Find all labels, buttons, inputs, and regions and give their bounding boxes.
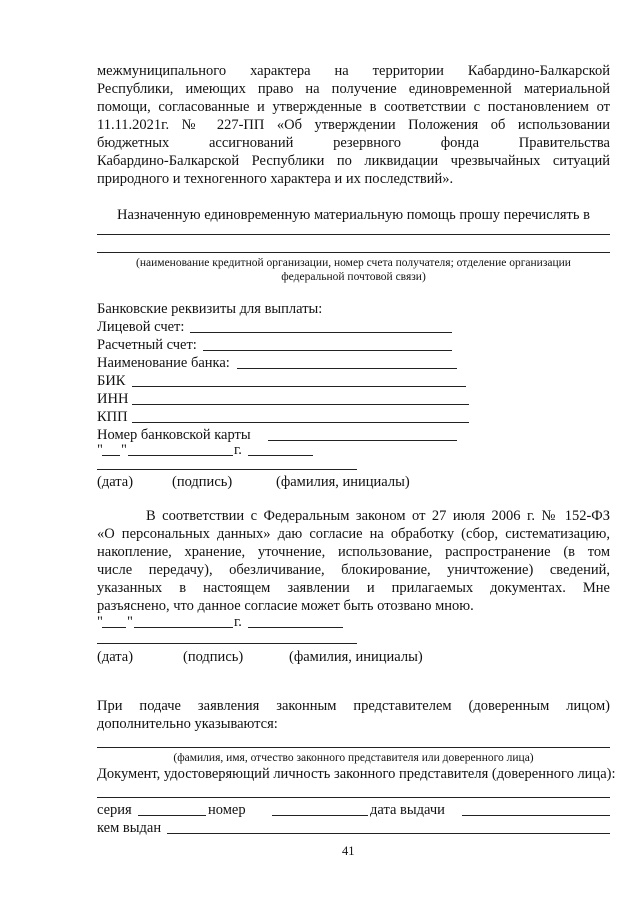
consent-line: «О персональных данных» даю согласие на обработку (сбор, систематизацию, xyxy=(97,526,610,542)
date-label: (дата) xyxy=(97,649,134,665)
issue-date-field[interactable] xyxy=(462,815,610,816)
representative-line: дополнительно указываются: xyxy=(97,716,278,732)
date-year-field[interactable] xyxy=(248,627,343,628)
signature-label: (подпись) xyxy=(172,474,233,490)
date-year-suffix: г. xyxy=(234,442,242,458)
consent-line: разъяснено, что данное согласие может быть отозвано мною. xyxy=(97,598,474,614)
date-label: (дата) xyxy=(97,474,134,490)
date-day-field[interactable] xyxy=(102,455,120,456)
series-field[interactable] xyxy=(138,815,206,816)
date-year-field[interactable] xyxy=(248,455,313,456)
intro-line: Кабардино-Балкарской Республики по ликвидации чрезвычайных ситуаций xyxy=(97,153,610,169)
date-quote-close: " xyxy=(127,614,133,630)
intro-line: 11.11.2021г. № 227-ПП «Об утверждении Положения об использовании xyxy=(97,117,610,133)
page-number: 41 xyxy=(342,844,355,858)
consent-line: накопление, хранение, уточнение, использование, распространение (в том xyxy=(97,544,610,560)
intro-line: природного и техногенного характера и их последствий». xyxy=(97,171,454,187)
name-label: (фамилия, инициалы) xyxy=(289,649,423,665)
representative-name-field[interactable] xyxy=(97,747,610,748)
signature-line[interactable] xyxy=(97,469,357,470)
kpp-field[interactable] xyxy=(132,422,469,423)
date-month-field[interactable] xyxy=(134,627,233,628)
bank-name-label: Наименование банка: xyxy=(97,355,230,371)
inn-field[interactable] xyxy=(132,404,469,405)
document-field[interactable] xyxy=(97,797,610,798)
date-quote-close: " xyxy=(121,442,127,458)
bik-field[interactable] xyxy=(132,386,466,387)
name-label: (фамилия, инициалы) xyxy=(276,474,410,490)
number-label: номер xyxy=(208,802,246,818)
bik-label: БИК xyxy=(97,373,126,389)
date-day-field[interactable] xyxy=(102,627,126,628)
intro-line: Республики, имеющих право на получение единовременной материальной xyxy=(97,81,610,97)
bank-recipient-line-2[interactable] xyxy=(97,252,610,253)
inn-label: ИНН xyxy=(97,391,129,407)
intro-line: помощи, согласованные и утвержденные в соответствии с постановлением от xyxy=(97,99,610,115)
date-quote-open: " xyxy=(97,614,103,630)
consent-line: В соответствии с Федеральным законом от 27 июля 2006 г. № 152-ФЗ xyxy=(146,508,610,524)
series-label: серия xyxy=(97,802,132,818)
kpp-label: КПП xyxy=(97,409,128,425)
issue-date-label: дата выдачи xyxy=(370,802,445,818)
bank-hint-line: (наименование кредитной организации, номер счета получателя; отделение организации xyxy=(136,257,571,269)
consent-line: указанных в настоящем заявлении и прилагаемых документах. Мне xyxy=(97,580,610,596)
personal-account-label: Лицевой счет: xyxy=(97,319,185,335)
date-quote-open: " xyxy=(97,442,103,458)
date-month-field[interactable] xyxy=(128,455,233,456)
bank-recipient-line-1[interactable] xyxy=(97,234,610,235)
transfer-request-text: Назначенную единовременную материальную помощь прошу перечислять в xyxy=(117,207,590,223)
bank-hint-line: федеральной почтовой связи) xyxy=(281,271,426,283)
representative-line: При подаче заявления законным представителем (доверенным лицом) xyxy=(97,698,610,714)
representative-name-hint: (фамилия, имя, отчество законного представителя или доверенного лица) xyxy=(173,752,534,764)
card-number-field[interactable] xyxy=(268,440,457,441)
card-number-label: Номер банковской карты xyxy=(97,427,251,443)
settlement-account-field[interactable] xyxy=(203,350,452,351)
signature-line[interactable] xyxy=(97,643,357,644)
signature-label: (подпись) xyxy=(183,649,244,665)
bank-details-heading: Банковские реквизиты для выплаты: xyxy=(97,301,323,317)
settlement-account-label: Расчетный счет: xyxy=(97,337,197,353)
intro-line: межмуниципального характера на территории Кабардино-Балкарской xyxy=(97,63,610,79)
document-label: Документ, удостоверяющий личность законного представителя (доверенного лица): xyxy=(97,766,616,782)
issued-by-field[interactable] xyxy=(167,833,610,834)
consent-line: числе передачу), обезличивание, блокирование, уничтожение) сведений, xyxy=(97,562,610,578)
number-field[interactable] xyxy=(272,815,368,816)
issued-by-label: кем выдан xyxy=(97,820,162,836)
bank-name-field[interactable] xyxy=(237,368,457,369)
personal-account-field[interactable] xyxy=(190,332,452,333)
date-year-suffix: г. xyxy=(234,614,242,630)
intro-line: бюджетных ассигнований резервного фонда Правительства xyxy=(97,135,610,151)
